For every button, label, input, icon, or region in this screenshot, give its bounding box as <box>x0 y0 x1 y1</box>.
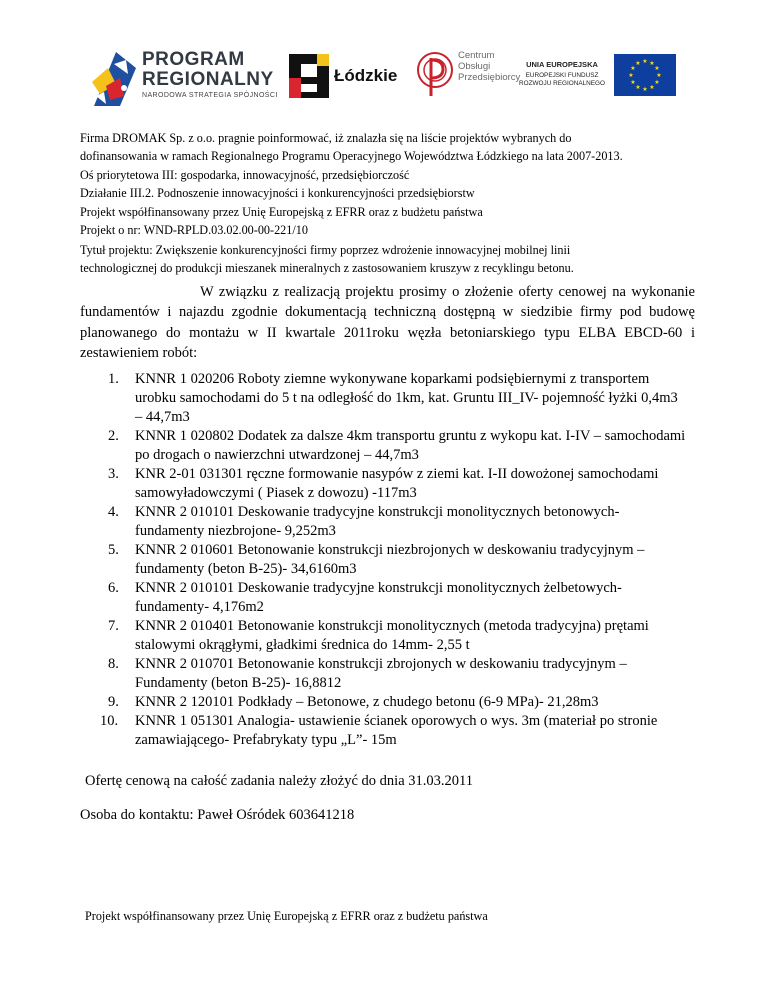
program-line1: PROGRAM <box>142 49 245 70</box>
eu-logo <box>518 54 718 100</box>
intro-paragraph <box>80 282 695 363</box>
svg-text:★: ★ <box>654 79 660 86</box>
list-item <box>80 465 700 503</box>
list-item-line: fundamenty niezbrojone- 9,252m3 <box>135 523 336 539</box>
list-item-line: urobku samochodami do 5 t na odległość do 1km, kat. Gruntu III_IV- pojemność łyżki 0,4m3 <box>135 390 678 406</box>
program-regionalny-logo <box>90 48 295 108</box>
list-item-line: fundamenty- 4,176m2 <box>135 599 264 615</box>
list-item-line: po drogach o nawierzchni utwardzonej – 44,7m3 <box>135 447 419 463</box>
list-item-line: KNNR 2 010701 Betonowanie konstrukcji zbrojonych w deskowaniu tradycyjnym – <box>135 656 627 672</box>
list-item <box>80 503 700 541</box>
list-item-line: zamawiającego- Prefabrykaty typu „L”- 15m <box>135 732 397 748</box>
list-item <box>80 693 700 712</box>
project-title-line: technologicznej do produkcji mieszanek mineralnych z zastosowaniem kruszyw z recyklingu betonu. <box>80 261 574 276</box>
list-item-line: KNNR 2 120101 Podkłady – Betonowe, z chudego betonu (6-9 MPa)- 21,28m3 <box>135 694 599 710</box>
svg-text:★: ★ <box>642 58 648 65</box>
list-item-line: fundamenty (beton B-25)- 34,6160m3 <box>135 561 357 577</box>
list-item-number: 8. <box>108 656 119 672</box>
svg-text:★: ★ <box>635 60 641 67</box>
list-item-line: Fundamenty (beton B-25)- 16,8812 <box>135 675 342 691</box>
list-item-line: KNNR 2 010601 Betonowanie konstrukcji niezbrojonych w deskowaniu tradycyjnym – <box>135 542 645 558</box>
cop-logo <box>416 48 521 106</box>
list-item <box>80 712 700 750</box>
list-item-line: stalowymi okrągłymi, gładkimi średnica do 14mm- 2,55 t <box>135 637 470 653</box>
list-item-number: 4. <box>108 504 119 520</box>
lodzkie-label: Łódzkie <box>334 66 398 85</box>
info-line: Firma DROMAK Sp. z o.o. pragnie poinformować, iż znalazła się na liście projektów wybranych do <box>80 131 572 145</box>
eu-title: UNIA EUROPEJSKA <box>526 60 598 69</box>
list-item <box>80 541 700 579</box>
lodzkie-emblem-icon <box>289 54 329 98</box>
eu-fund-line1: EUROPEJSKI FUNDUSZ <box>525 72 599 79</box>
list-item-number: 6. <box>108 580 119 596</box>
list-item-number: 2. <box>108 428 119 444</box>
list-item-line: samowyładowczymi ( Piasek z dowozu) -117m3 <box>135 485 417 501</box>
program-line2: REGIONALNY <box>142 69 274 90</box>
svg-text:★: ★ <box>635 84 641 91</box>
svg-text:★: ★ <box>642 86 648 93</box>
project-title-line: Tytuł projektu: Zwiększenie konkurencyjności firmy poprzez wdrożenie innowacyjnej mobilnej linii <box>80 243 571 257</box>
page-footer: Projekt współfinansowany przez Unię Europejską z EFRR oraz z budżetu państwa <box>85 909 488 923</box>
list-item <box>80 370 700 427</box>
program-regionalny-emblem-icon <box>90 48 140 110</box>
svg-text:★: ★ <box>630 65 636 72</box>
svg-text:★: ★ <box>649 60 655 67</box>
intro-line: zestawieniem robót: <box>80 344 198 361</box>
intro-line: planowanego do montażu w II kwartale 2011roku węzła betoniarskiego typu ELBA EBCD-60 i <box>80 324 695 341</box>
list-item <box>80 427 700 465</box>
list-item-number: 5. <box>108 542 119 558</box>
list-item-line: – 44,7m3 <box>135 409 190 425</box>
eu-fund-line2: ROZWOJU REGIONALNEGO <box>519 80 605 87</box>
logo-bar <box>0 40 768 120</box>
info-line: Działanie III.2. Podnoszenie innowacyjności i konkurencyjności przedsiębiorstw <box>80 186 475 201</box>
info-line: Projekt o nr: WND-RPLD.03.02.00-00-221/10 <box>80 223 308 238</box>
svg-text:★: ★ <box>656 72 662 79</box>
svg-text:★: ★ <box>628 72 634 79</box>
list-item-number: 1. <box>108 371 119 387</box>
list-item-number: 7. <box>108 618 119 634</box>
cop-line2: Obsługi <box>458 61 491 72</box>
list-item-line: KNR 2-01 031301 ręczne formowanie nasypów z ziemi kat. I-II dowożonej samochodami <box>135 466 659 482</box>
list-item-line: KNNR 2 010101 Deskowanie tradycyjne konstrukcji monolitycznych żelbetowych- <box>135 580 622 596</box>
list-item <box>80 655 700 693</box>
contact-person: Osoba do kontaktu: Paweł Ośródek 603641218 <box>80 807 355 823</box>
list-item-number: 10. <box>100 713 119 729</box>
list-item <box>80 579 700 617</box>
eu-flag-icon <box>614 54 676 96</box>
program-subtitle: NARODOWA STRATEGIA SPÓJNOŚCI <box>142 92 278 99</box>
list-item-number: 9. <box>108 694 119 710</box>
cop-emblem-icon <box>416 48 454 104</box>
svg-text:★: ★ <box>654 65 660 72</box>
list-item <box>80 617 700 655</box>
cop-line1: Centrum <box>458 50 495 61</box>
info-line: Oś priorytetowa III: gospodarka, innowacyjność, przedsiębiorczość <box>80 167 410 182</box>
lodzkie-logo <box>289 54 401 100</box>
cop-line3: Przedsiębiorcy <box>458 72 521 83</box>
works-list <box>80 370 700 750</box>
list-item-number: 3. <box>108 466 119 482</box>
svg-text:★: ★ <box>649 84 655 91</box>
offer-deadline: Ofertę cenową na całość zadania należy złożyć do dnia 31.03.2011 <box>85 773 473 789</box>
svg-text:★: ★ <box>630 79 636 86</box>
info-line: Projekt współfinansowany przez Unię Europejską z EFRR oraz z budżetu państwa <box>80 204 483 219</box>
list-item-line: KNNR 1 020802 Dodatek za dalsze 4km transportu gruntu z wykopu kat. I-IV – samochodami <box>135 428 686 444</box>
project-info <box>80 129 700 239</box>
intro-line: fundamentów i najazdu zgodnie dokumentacją techniczną dostępną w siedzibie firmy pod budowę <box>80 304 695 321</box>
list-item-line: KNNR 1 020206 Roboty ziemne wykonywane koparkami podsiębiernymi z transportem <box>135 371 650 387</box>
info-line: dofinansowania w ramach Regionalnego Programu Operacyjnego Województwa Łódzkiego na lata 2007-2013. <box>80 149 623 164</box>
list-item-line: KNNR 2 010401 Betonowanie konstrukcji monolitycznych (metoda tradycyjna) prętami <box>135 618 649 634</box>
intro-line: W związku z realizacją projektu prosimy o złożenie oferty cenowej na wykonanie <box>200 284 695 300</box>
list-item-line: KNNR 2 010101 Deskowanie tradycyjne konstrukcji monolitycznych betonowych- <box>135 504 620 520</box>
project-title <box>80 241 700 278</box>
list-item-line: KNNR 1 051301 Analogia- ustawienie ścianek oporowych o wys. 3m (materiał po stronie <box>135 713 658 729</box>
